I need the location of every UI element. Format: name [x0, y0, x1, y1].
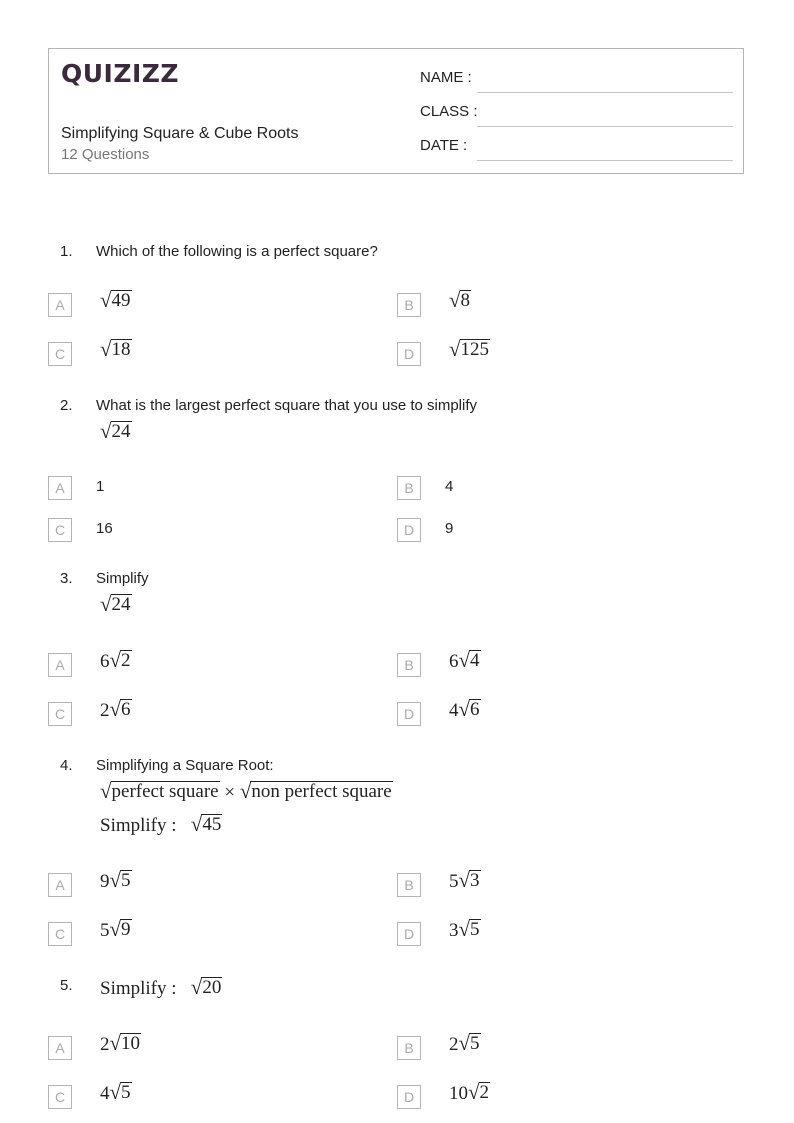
option-d[interactable]: [397, 697, 727, 726]
square-root-formula: [100, 781, 393, 804]
option-letter: B: [397, 1036, 421, 1060]
option-math: 4 √ 5: [100, 1080, 131, 1104]
option-math: 9 √ 5: [100, 868, 131, 892]
option-b[interactable]: [397, 1031, 727, 1060]
option-math: [100, 290, 132, 313]
option-letter: B: [397, 653, 421, 677]
radical: √ 49: [100, 288, 131, 312]
option-b[interactable]: [397, 868, 727, 897]
radical: √ 18: [100, 337, 131, 361]
option-a[interactable]: [48, 648, 378, 677]
option-c[interactable]: [48, 518, 378, 542]
date-label: DATE :: [420, 137, 468, 154]
option-math: [100, 339, 132, 362]
option-math: 6 √ 2: [100, 648, 131, 672]
option-text: 16: [96, 520, 113, 537]
option-a[interactable]: [48, 476, 378, 500]
radical: √ 2: [468, 1080, 490, 1104]
option-d[interactable]: [397, 337, 727, 366]
option-letter: B: [397, 293, 421, 317]
option-text: 4: [445, 478, 454, 495]
option-letter: D: [397, 518, 421, 542]
option-d[interactable]: [397, 518, 727, 542]
option-letter: D: [397, 702, 421, 726]
option-math: [449, 339, 490, 362]
question-number: 5.: [60, 977, 73, 994]
name-field[interactable]: [420, 69, 733, 95]
option-letter: D: [397, 1085, 421, 1109]
option-letter: A: [48, 873, 72, 897]
class-field[interactable]: [420, 103, 733, 129]
option-letter: A: [48, 653, 72, 677]
date-line[interactable]: [477, 160, 733, 161]
option-math: 4 √ 6: [449, 697, 480, 721]
class-line[interactable]: [477, 126, 733, 127]
radical: √ 6: [458, 697, 480, 721]
option-math: 5 √ 3: [449, 868, 480, 892]
option-letter: C: [48, 518, 72, 542]
question-number: 3.: [60, 570, 73, 587]
option-a[interactable]: [48, 868, 378, 897]
option-math: 2 √ 10: [100, 1031, 141, 1055]
option-letter: D: [397, 922, 421, 946]
option-letter: C: [48, 702, 72, 726]
option-text: 1: [96, 478, 105, 495]
radical: √ perfect square: [100, 779, 219, 803]
option-letter: C: [48, 342, 72, 366]
option-c[interactable]: [48, 697, 378, 726]
question-math: [100, 594, 132, 617]
radical: √ 6: [109, 697, 131, 721]
option-a[interactable]: [48, 1031, 378, 1060]
radical: √ 5: [458, 917, 480, 941]
option-b[interactable]: [397, 288, 727, 317]
radical: √ non perfect square: [239, 779, 392, 803]
option-b[interactable]: [397, 476, 727, 500]
radical: √ 5: [109, 1080, 131, 1104]
option-letter: C: [48, 1085, 72, 1109]
option-d[interactable]: [397, 917, 727, 946]
radical: √ 125: [449, 337, 490, 361]
option-math: 2 √ 6: [100, 697, 131, 721]
simplify-label: Simplify :: [100, 978, 177, 999]
option-c[interactable]: [48, 917, 378, 946]
option-math: 5 √ 9: [100, 917, 131, 941]
times-sign: ×: [224, 782, 236, 803]
quizizz-logo: QUIZIZZ: [61, 59, 180, 88]
worksheet-title: Simplifying Square & Cube Roots: [61, 125, 299, 142]
option-letter: B: [397, 476, 421, 500]
radical: √ 9: [109, 917, 131, 941]
option-d[interactable]: [397, 1080, 727, 1109]
worksheet-header: [48, 48, 744, 174]
question-text: Which of the following is a perfect square?: [96, 243, 378, 260]
question-text: Simplify: [96, 570, 149, 587]
option-a[interactable]: [48, 288, 378, 317]
radical: √ 24: [100, 419, 131, 443]
question-math: [100, 421, 132, 444]
radical: √ 45: [190, 812, 222, 836]
option-b[interactable]: [397, 648, 727, 677]
radical: √ 4: [458, 648, 480, 672]
option-math: 2 √ 5: [449, 1031, 480, 1055]
question-text: What is the largest perfect square that you use to simplify: [96, 397, 478, 414]
radical: √ 8: [449, 288, 471, 312]
simplify-label: Simplify :: [100, 815, 177, 836]
option-letter: C: [48, 922, 72, 946]
class-label: CLASS :: [420, 103, 478, 120]
radical: √ 10: [109, 1031, 141, 1055]
radical: √ 2: [109, 648, 131, 672]
simplify-expression: [100, 977, 222, 1000]
option-math: [449, 290, 471, 313]
option-c[interactable]: [48, 1080, 378, 1109]
radical: √ 24: [100, 592, 131, 616]
radical: √ 5: [109, 868, 131, 892]
option-math: 6 √ 4: [449, 648, 480, 672]
option-letter: B: [397, 873, 421, 897]
question-number: 2.: [60, 397, 73, 414]
radical: √ 5: [458, 1031, 480, 1055]
question-count: 12 Questions: [61, 146, 150, 163]
option-math: 10 √ 2: [449, 1080, 490, 1104]
option-c[interactable]: [48, 337, 378, 366]
option-text: 9: [445, 520, 454, 537]
name-line[interactable]: [477, 92, 733, 93]
option-math: 3 √ 5: [449, 917, 480, 941]
date-field[interactable]: [420, 137, 733, 163]
radical: √ 3: [458, 868, 480, 892]
option-letter: A: [48, 1036, 72, 1060]
name-label: NAME :: [420, 69, 472, 86]
question-number: 4.: [60, 757, 73, 774]
option-letter: A: [48, 293, 72, 317]
question-number: 1.: [60, 243, 73, 260]
option-letter: A: [48, 476, 72, 500]
radical: √ 20: [190, 975, 222, 999]
question-text: Simplifying a Square Root:: [96, 757, 274, 774]
simplify-expression: [100, 814, 222, 837]
option-letter: D: [397, 342, 421, 366]
